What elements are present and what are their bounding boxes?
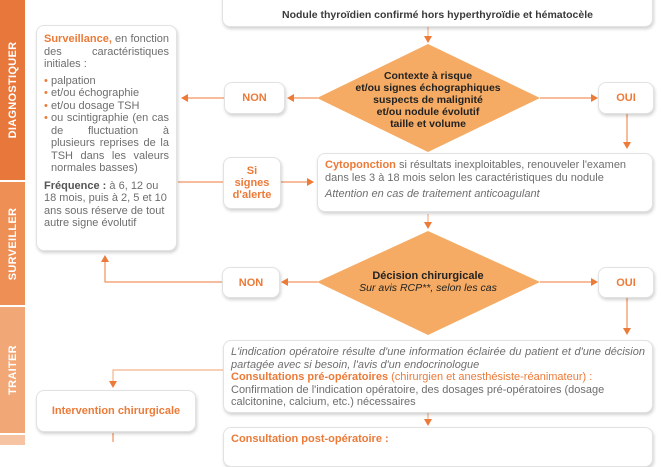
diamond-context-line: taille et volume xyxy=(390,118,466,130)
branch2-oui: OUI xyxy=(598,267,654,298)
surveillance-item: • palpation xyxy=(44,75,169,88)
diamond-context-text xyxy=(340,70,516,130)
cytoponction-title: Cytoponction xyxy=(325,159,396,171)
preop-intro: L'indication opératoire résulte d'une information éclairée du patient et d'une décision partagée avec si besoin, l'avis d'un endocrinologue xyxy=(231,346,645,371)
preop-title: Consultations pré-opératoires xyxy=(231,371,389,383)
arrow-non2-to-surveillance xyxy=(105,256,222,282)
preop-box xyxy=(223,340,653,413)
surveillance-item: • ou scintigraphie (en cas de fluctuation à plusieurs reprises de la TSH dans les valeurs normales basses) xyxy=(44,112,169,175)
diamond-context-line: et/ou signes échographiques xyxy=(355,82,501,94)
section-label-diagnostiquer: DIAGNOSTIQUER xyxy=(6,41,19,139)
section-label-surveiller: SURVEILLER xyxy=(6,207,19,280)
arrow-preop-to-intervention xyxy=(113,370,223,387)
surveillance-item: • et/ou dosage TSH xyxy=(44,100,169,113)
surveillance-intro: en fonction des caractéristiques initiales : xyxy=(44,33,169,70)
nodule-confirmed-text: Nodule thyroïdien confirmé hors hyperthyroïdie et hématocèle xyxy=(282,9,593,21)
diamond-context-line: Contexte à risque xyxy=(383,70,473,82)
diamond-surgery-title: Décision chirurgicale xyxy=(372,270,484,282)
alert-line: d'alerte xyxy=(232,189,272,201)
preop-text: Confirmation de l'indication opératoire, des dosages pré-opératoires (dosage calcitonine, calcium, etc.) nécessaires xyxy=(231,383,605,408)
surveillance-item: • et/ou échographie xyxy=(44,87,169,100)
cytoponction-box xyxy=(317,153,653,212)
diamond-context-line: et/ou nodule évolutif xyxy=(376,106,480,118)
frequency-label: Fréquence : xyxy=(44,179,107,192)
surveillance-title: Surveillance, xyxy=(44,33,112,45)
intervention-box: Intervention chirurgicale xyxy=(36,390,196,432)
branch2-non: NON xyxy=(222,267,280,298)
surveillance-box xyxy=(36,25,177,251)
branch1-non: NON xyxy=(224,82,285,114)
frequency-text: à 6, 12 ou 18 mois, puis à 2, 5 et 10 ans sous réserve de tout autre signe évolutif xyxy=(44,179,167,229)
alert-signs-box xyxy=(223,157,281,209)
preop-title-suffix: (chirurgien et anesthésiste-réanimateur) : xyxy=(388,371,593,383)
branch1-oui: OUI xyxy=(598,82,654,114)
surveillance-list xyxy=(44,75,169,175)
diamond-context-line: suspects de malignité xyxy=(373,94,483,106)
section-label-traiter: TRAITER xyxy=(6,345,19,395)
diamond-surgery-text xyxy=(330,270,526,294)
diamond-surgery-subtitle: Sur avis RCP**, selon les cas xyxy=(359,282,497,294)
postop-title: Consultation post-opératoire : xyxy=(231,433,389,445)
alert-line: signes xyxy=(234,177,270,189)
cytoponction-text: si résultats inexploitables, renouveler l'examen dans les 3 à 18 mois selon les caractéristiques du nodule xyxy=(325,159,627,184)
postop-box xyxy=(223,427,653,467)
cytoponction-note: Attention en cas de traitement anticoagulant xyxy=(325,188,540,200)
nodule-confirmed-box xyxy=(222,0,653,27)
alert-line: Si xyxy=(246,165,258,177)
